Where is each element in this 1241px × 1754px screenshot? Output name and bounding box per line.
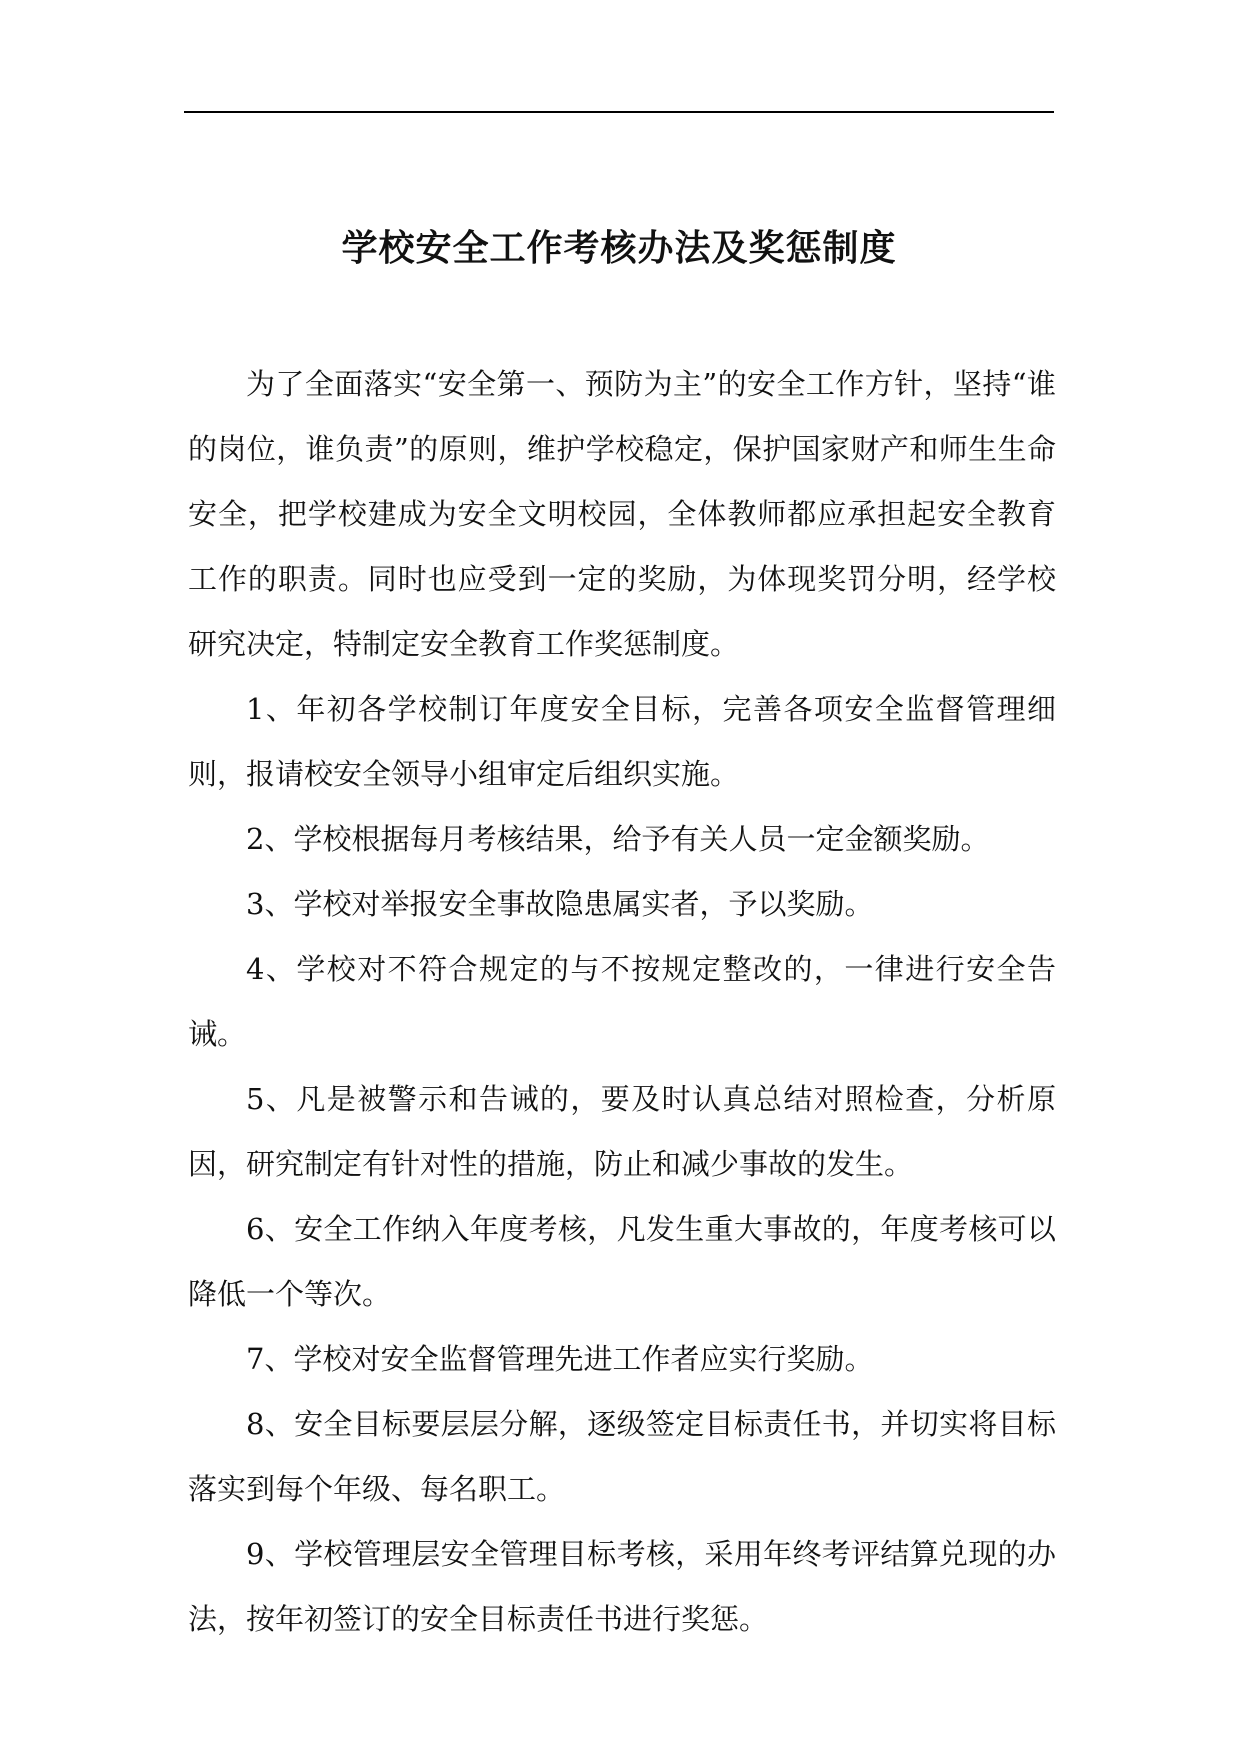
rule-item-9: 9、学校管理层安全管理目标考核，采用年终考评结算兑现的办法，按年初签订的安全目标责任书进行奖惩。 [188,1537,1056,1636]
rule-item-5: 5、凡是被警示和告诫的，要及时认真总结对照检查，分析原因，研究制定有针对性的措施，防止和减少事故的发生。 [188,1082,1056,1181]
document-body [188,352,1056,1652]
document-title: 学校安全工作考核办法及奖惩制度 [341,227,897,269]
rule-item-6: 6、安全工作纳入年度考核，凡发生重大事故的，年度考核可以降低一个等次。 [188,1212,1056,1311]
rule-item-1: 1、年初各学校制订年度安全目标，完善各项安全监督管理细则，报请校安全领导小组审定后组织实施。 [188,692,1056,791]
rule-item-8: 8、安全目标要层层分解，逐级签定目标责任书，并切实将目标落实到每个年级、每名职工。 [188,1407,1056,1506]
rule-item-3: 3、学校对举报安全事故隐患属实者，予以奖励。 [246,887,874,921]
rule-item-7: 7、学校对安全监督管理先进工作者应实行奖励。 [246,1342,874,1376]
header-rule [184,111,1054,113]
intro-paragraph: 为了全面落实“安全第一、预防为主”的安全工作方针，坚持“谁的岗位，谁负责”的原则，维护学校稳定，保护国家财产和师生生命安全，把学校建成为安全文明校园，全体教师都应承担起安全教育工作的职责。同时也应受到一定的奖励，为体现奖罚分明，经学校研究决定，特制定安全教育工作奖惩制度。 [188,367,1056,661]
rule-item-4: 4、学校对不符合规定的与不按规定整改的，一律进行安全告诫。 [188,952,1056,1051]
rule-item-2: 2、学校根据每月考核结果，给予有关人员一定金额奖励。 [246,822,990,856]
